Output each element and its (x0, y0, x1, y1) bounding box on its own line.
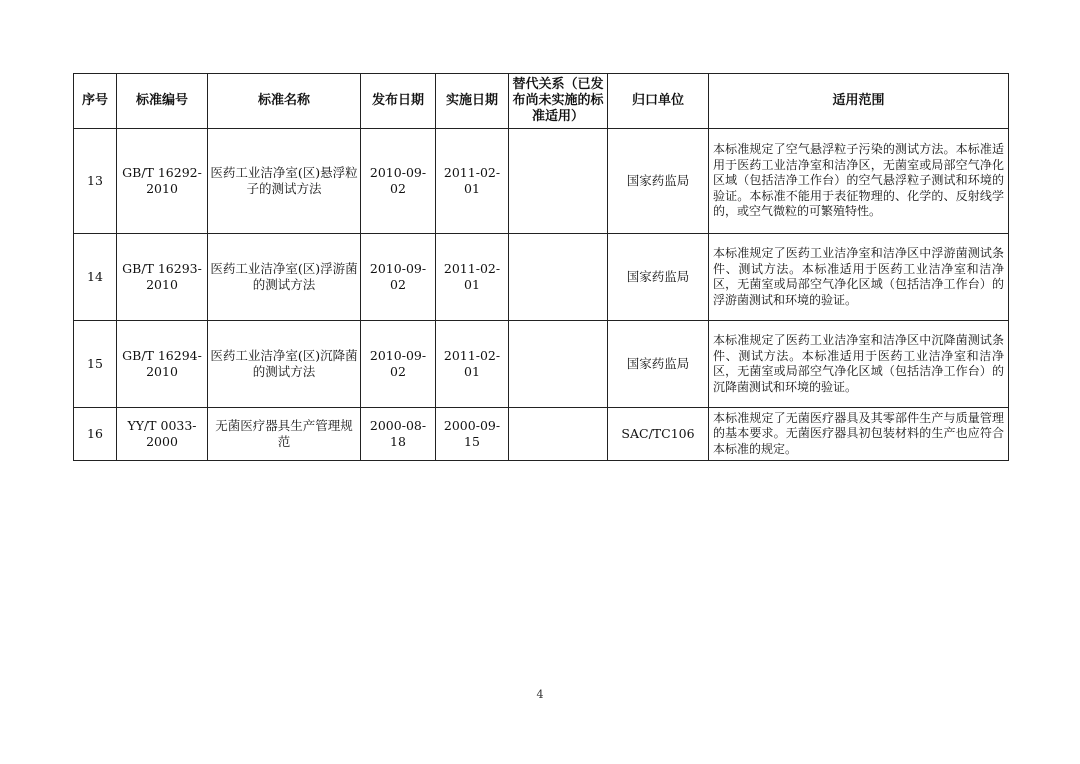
header-seq: 序号 (74, 74, 117, 129)
cell-department: 国家药监局 (608, 321, 709, 408)
cell-replacement (509, 408, 608, 461)
cell-publish-date: 2010-09-02 (361, 129, 436, 234)
cell-scope: 本标准规定了空气悬浮粒子污染的测试方法。本标准适用于医药工业洁净室和洁净区，无菌室或局部空气净化区域（包括洁净工作台）的空气悬浮粒子测试和环境的验证。本标准不能用于表征物理的、化学的、反射线学的，或空气微粒的可繁殖特性。 (709, 129, 1009, 234)
cell-department: 国家药监局 (608, 234, 709, 321)
cell-name: 无菌医疗器具生产管理规范 (208, 408, 361, 461)
table-row (74, 321, 1009, 408)
cell-scope: 本标准规定了医药工业洁净室和洁净区中沉降菌测试条件、测试方法。本标准适用于医药工业洁净室和洁净区，无菌室或局部空气净化区域（包括洁净工作台）的沉降菌测试和环境的验证。 (709, 321, 1009, 408)
cell-replacement (509, 129, 608, 234)
cell-seq: 16 (74, 408, 117, 461)
cell-code: GB/T 16294-2010 (117, 321, 208, 408)
header-code: 标准编号 (117, 74, 208, 129)
cell-publish-date: 2010-09-02 (361, 234, 436, 321)
table-row (74, 129, 1009, 234)
cell-department: 国家药监局 (608, 129, 709, 234)
cell-implement-date: 2011-02-01 (436, 129, 509, 234)
cell-replacement (509, 321, 608, 408)
header-department: 归口单位 (608, 74, 709, 129)
cell-scope: 本标准规定了无菌医疗器具及其零部件生产与质量管理的基本要求。无菌医疗器具初包装材料的生产也应符合本标准的规定。 (709, 408, 1009, 461)
cell-publish-date: 2000-08-18 (361, 408, 436, 461)
header-publish-date: 发布日期 (361, 74, 436, 129)
header-name: 标准名称 (208, 74, 361, 129)
cell-name: 医药工业洁净室(区)浮游菌的测试方法 (208, 234, 361, 321)
cell-scope: 本标准规定了医药工业洁净室和洁净区中浮游菌测试条件、测试方法。本标准适用于医药工业洁净室和洁净区，无菌室或局部空气净化区域（包括洁净工作台）的浮游菌测试和环境的验证。 (709, 234, 1009, 321)
table-row (74, 234, 1009, 321)
cell-code: GB/T 16293-2010 (117, 234, 208, 321)
cell-implement-date: 2011-02-01 (436, 321, 509, 408)
cell-replacement (509, 234, 608, 321)
cell-seq: 13 (74, 129, 117, 234)
cell-implement-date: 2011-02-01 (436, 234, 509, 321)
table-row (74, 408, 1009, 461)
header-replacement: 替代关系（已发布尚未实施的标准适用） (509, 74, 608, 129)
cell-implement-date: 2000-09-15 (436, 408, 509, 461)
cell-name: 医药工业洁净室(区)悬浮粒子的测试方法 (208, 129, 361, 234)
cell-publish-date: 2010-09-02 (361, 321, 436, 408)
header-scope: 适用范围 (709, 74, 1009, 129)
cell-code: GB/T 16292-2010 (117, 129, 208, 234)
page-number: 4 (536, 688, 544, 701)
standards-table (73, 73, 1009, 461)
cell-seq: 14 (74, 234, 117, 321)
table-header-row (74, 74, 1009, 129)
header-implement-date: 实施日期 (436, 74, 509, 129)
cell-code: YY/T 0033-2000 (117, 408, 208, 461)
cell-name: 医药工业洁净室(区)沉降菌的测试方法 (208, 321, 361, 408)
cell-seq: 15 (74, 321, 117, 408)
cell-department: SAC/TC106 (608, 408, 709, 461)
